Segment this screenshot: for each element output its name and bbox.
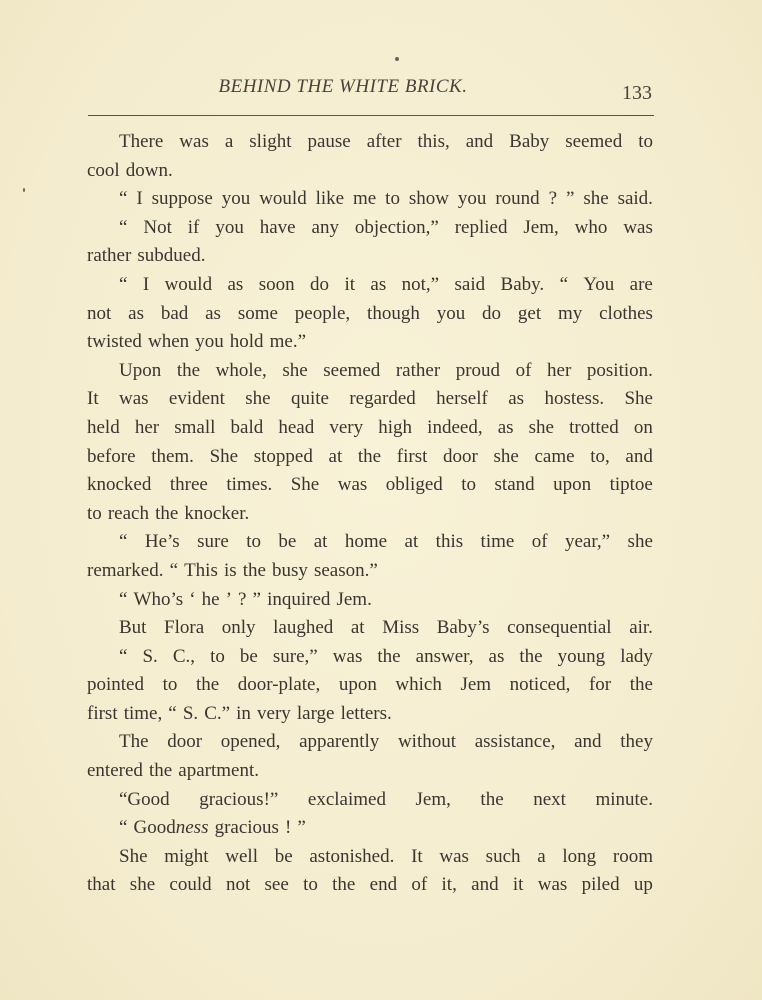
text-line: “ Not if you have any objection,” replied Jem, who was	[119, 216, 653, 238]
text-line: knocked three times. She was obliged to stand upon tiptoe	[87, 474, 653, 496]
header-rule	[88, 115, 654, 116]
text-line: rather subdued.	[87, 245, 206, 267]
text-line: She might well be astonished. It was such a long room	[119, 845, 653, 867]
print-speck	[23, 188, 25, 192]
running-title: BEHIND THE WHITE BRICK.	[218, 76, 468, 97]
text-line: held her small bald head very high indeed, as she trotted on	[87, 416, 653, 438]
text-line: Upon the whole, she seemed rather proud of her position.	[119, 359, 653, 381]
page-header	[88, 76, 654, 106]
text-line: remarked. “ This is the busy season.”	[87, 559, 378, 581]
text-line: There was a slight pause after this, and Baby seemed to	[119, 131, 653, 152]
text-line: But Flora only laughed at Miss Baby’s consequential air.	[119, 617, 653, 639]
text-line: The door opened, apparently without assistance, and they	[119, 731, 653, 753]
text-line: before them. She stopped at the first door she came to, and	[87, 445, 653, 467]
text-line: not as bad as some people, though you do get my clothes	[87, 302, 653, 324]
text-line: “Good gracious!” exclaimed Jem, the next minute.	[119, 788, 653, 810]
text-line: “ Who’s ‘ he ’ ? ” inquired Jem.	[119, 588, 372, 610]
text-line: pointed to the door-plate, upon which Jem noticed, for the	[87, 674, 653, 696]
text-line: cool down.	[87, 159, 173, 181]
body-text	[87, 128, 653, 900]
text-line: “ He’s sure to be at home at this time of year,” she	[119, 531, 653, 553]
text-line: to reach the knocker.	[87, 502, 250, 524]
text-line: that she could not see to the end of it, and it was piled up	[87, 874, 653, 896]
text-line: “ S. C., to be sure,” was the answer, as the young lady	[119, 645, 653, 667]
text-line: first time, “ S. C.” in very large letters.	[87, 702, 392, 724]
text-line: “ Goodness gracious ! ”	[119, 817, 306, 839]
text-line: twisted when you hold me.”	[87, 331, 307, 353]
print-speck	[395, 57, 399, 61]
text-line: “ I would as soon do it as not,” said Baby. “ You are	[119, 273, 653, 295]
text-line: It was evident she quite regarded herself as hostess. She	[87, 388, 653, 410]
text-line: “ I suppose you would like me to show you round ? ” she said.	[119, 188, 653, 210]
text-line: entered the apartment.	[87, 760, 259, 782]
page-number: 133	[622, 82, 652, 104]
